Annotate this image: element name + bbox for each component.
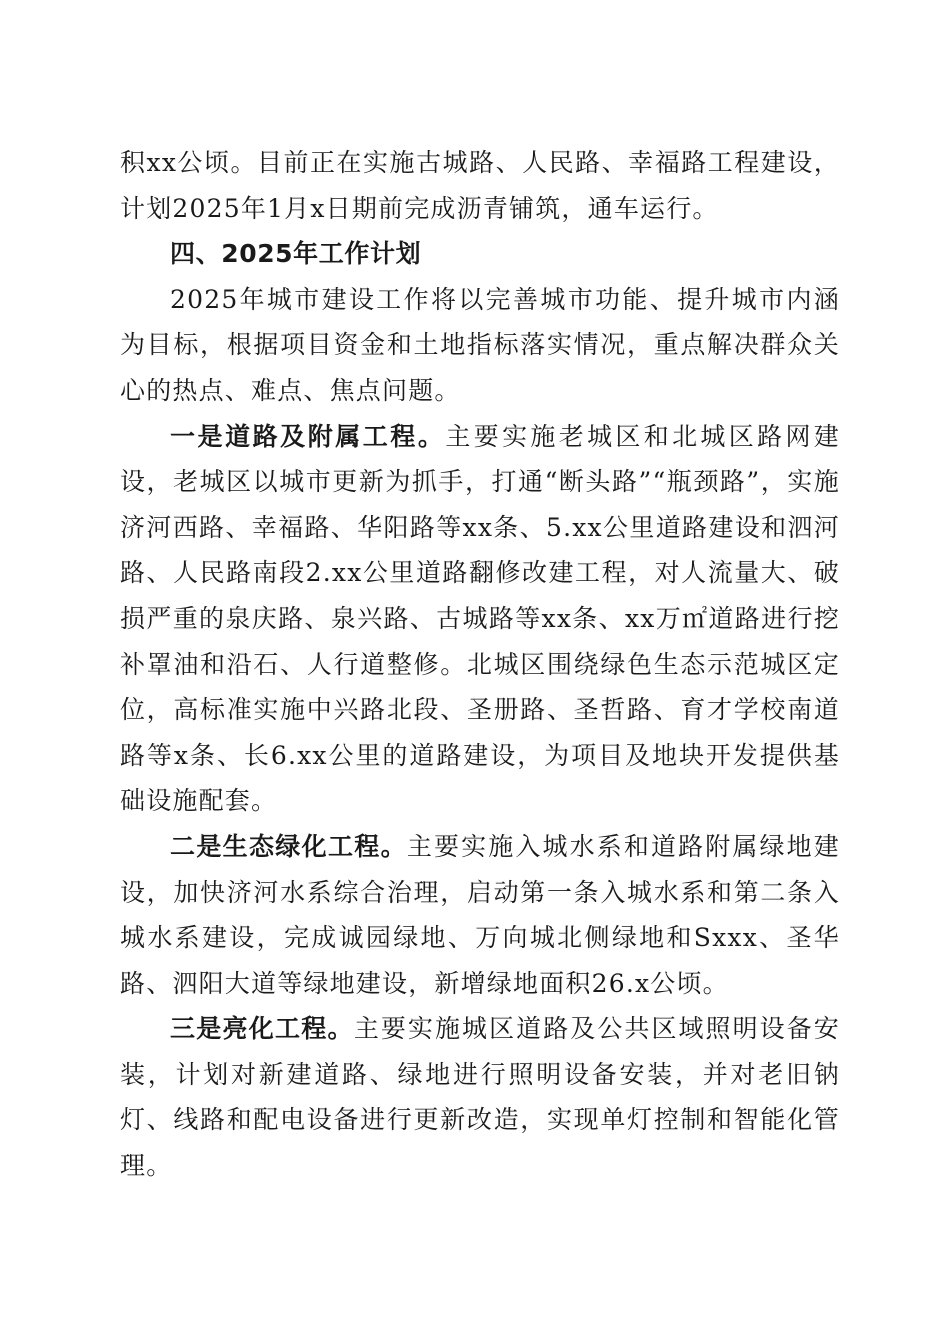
road-works-text: 主要实施老城区和北城区路网建设，老城区以城市更新为抓手，打通“断头路”“瓶颈路”，实施济河西路、幸福路、华阳路等xx条、5.xx公里道路建设和泗河路、人民路南段2.xx公里道路翻修改建工程，对人流量大、破损严重的泉庆路、泉兴路、古城路等xx条、xx万㎡道路进行挖补罩油和沿石、人行道整修。北城区围绕绿色生态示范城区定位，高标准实施中兴路北段、圣册路、圣哲路、育才学校南道路等x条、长6.xx公里的道路建设，为项目及地块开发提供基础设施配套。 bbox=[120, 421, 840, 816]
lighting-works-text: 主要实施城区道路及公共区域照明设备安装，计划对新建道路、绿地进行照明设备安装，并对老旧钠灯、线路和配电设备进行更新改造，实现单灯控制和智能化管理。 bbox=[120, 1014, 840, 1181]
paragraph-continued: 积xx公顷。目前正在实施古城路、人民路、幸福路工程建设，计划2025年1月x日期前完成沥青铺筑，通车运行。 bbox=[120, 148, 840, 223]
road-works-lead: 一是道路及附属工程。 bbox=[170, 421, 446, 451]
paragraph-lighting-works bbox=[120, 1006, 840, 1188]
lighting-works-lead: 三是亮化工程。 bbox=[170, 1014, 354, 1044]
paragraph-plan-intro: 2025年城市建设工作将以完善城市功能、提升城市内涵为目标，根据项目资金和土地指标落实情况，重点解决群众关心的热点、难点、焦点问题。 bbox=[120, 284, 840, 405]
green-works-text: 主要实施入城水系和道路附属绿地建设，加快济河水系综合治理，启动第一条入城水系和第二条入城水系建设，完成诚园绿地、万向城北侧绿地和Sxxx、圣华路、泗阳大道等绿地建设，新增绿地面积26.x公顷。 bbox=[120, 831, 840, 998]
green-works-lead: 二是生态绿化工程。 bbox=[170, 831, 407, 861]
section-heading-work-plan: 四、2025年工作计划 bbox=[170, 239, 422, 269]
document-body bbox=[120, 140, 840, 1189]
paragraph-green-works bbox=[120, 824, 840, 1006]
paragraph-road-works bbox=[120, 414, 840, 824]
